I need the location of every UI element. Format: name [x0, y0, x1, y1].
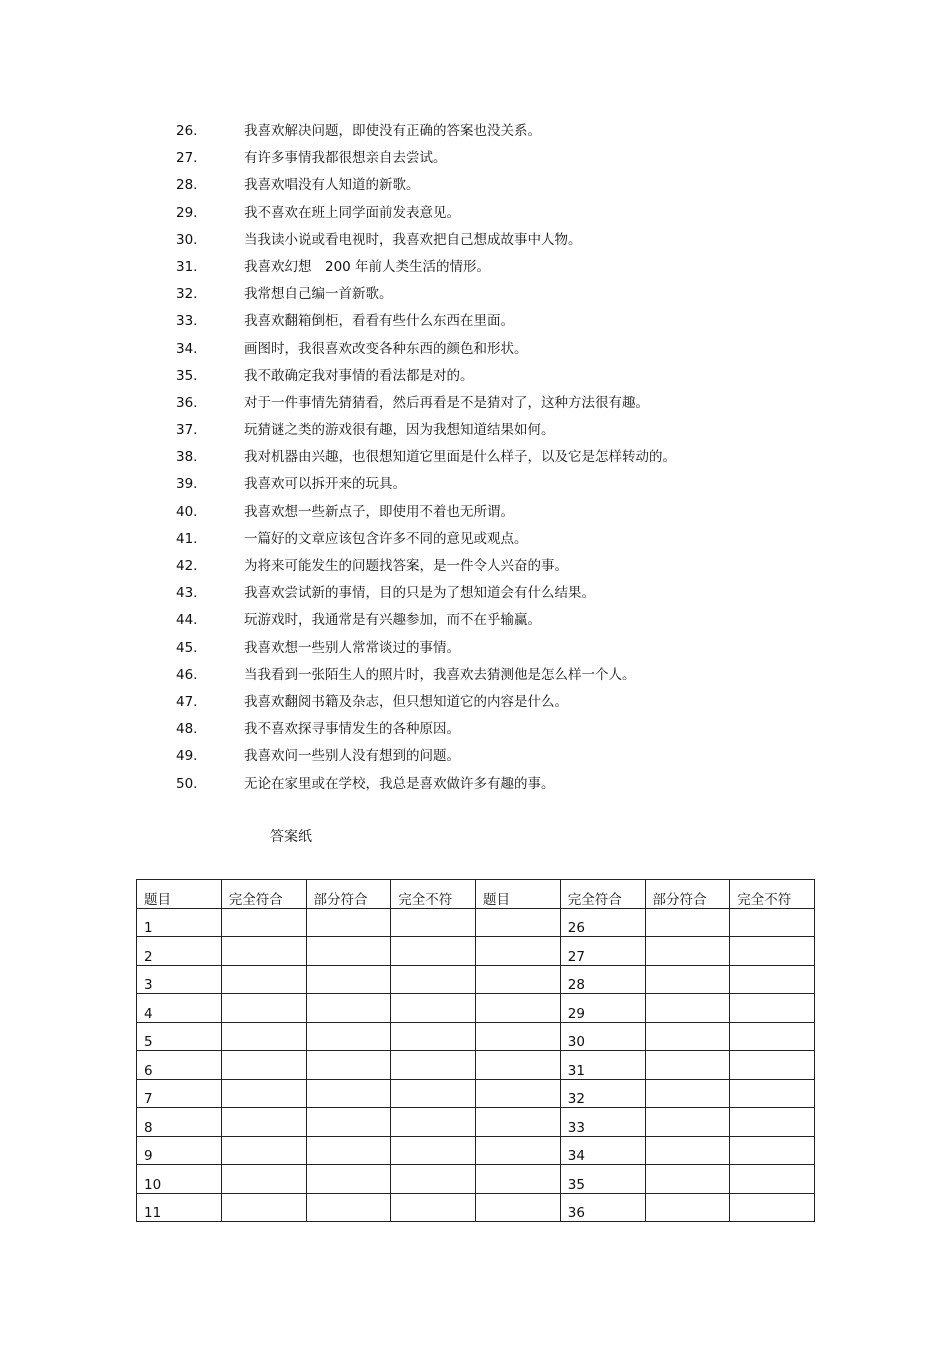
- answer-cell[interactable]: [221, 937, 306, 966]
- question-text: 我不敢确定我对事情的看法都是对的。: [244, 367, 474, 384]
- question-text: 我喜欢问一些别人没有想到的问题。: [244, 748, 460, 765]
- question-text: 当我看到一张陌生人的照片时，我喜欢去猜测他是怎么样一个人。: [244, 666, 636, 683]
- answer-cell[interactable]: [645, 1022, 730, 1051]
- question-number-cell: 29: [560, 994, 645, 1023]
- question-text: 对于一件事情先猜猜看，然后再看是不是猜对了，这种方法很有趣。: [244, 394, 649, 411]
- answer-cell[interactable]: [730, 1193, 815, 1222]
- answer-cell[interactable]: [730, 1108, 815, 1137]
- answer-cell[interactable]: [221, 1079, 306, 1108]
- table-row: [137, 1022, 815, 1051]
- question-number: 35.: [176, 367, 198, 384]
- question-number: 48.: [176, 721, 198, 738]
- answer-cell[interactable]: [306, 1165, 391, 1194]
- answer-cell[interactable]: [476, 937, 561, 966]
- answer-cell[interactable]: [645, 1165, 730, 1194]
- answer-cell[interactable]: [306, 1136, 391, 1165]
- answer-cell[interactable]: [730, 937, 815, 966]
- question-text: 我喜欢翻箱倒柜，看看有些什么东西在里面。: [244, 313, 514, 330]
- question-number-cell: 26: [560, 908, 645, 937]
- question-number: 32.: [176, 286, 198, 303]
- header-partly-match: 部分符合: [645, 880, 730, 909]
- table-row: [137, 1193, 815, 1222]
- question-number-cell: 33: [560, 1108, 645, 1137]
- question-text: 我喜欢想一些新点子，即使用不着也无所谓。: [244, 503, 514, 520]
- answer-cell[interactable]: [730, 1079, 815, 1108]
- question-item: [0, 444, 950, 471]
- question-item: [0, 308, 950, 335]
- header-partly-match: 部分符合: [306, 880, 391, 909]
- question-text: 我不喜欢探寻事情发生的各种原因。: [244, 721, 460, 738]
- answer-cell[interactable]: [476, 908, 561, 937]
- question-item: [0, 254, 950, 281]
- answer-cell[interactable]: [306, 1079, 391, 1108]
- table-row: [137, 994, 815, 1023]
- question-text: 为将来可能发生的问题找答案，是一件令人兴奋的事。: [244, 558, 568, 574]
- table-row: [137, 1079, 815, 1108]
- answer-cell[interactable]: [221, 994, 306, 1023]
- answer-cell[interactable]: [730, 1136, 815, 1165]
- answer-cell[interactable]: [645, 908, 730, 937]
- question-list: [0, 118, 950, 798]
- answer-cell[interactable]: [306, 1051, 391, 1080]
- question-number: 38.: [176, 449, 198, 466]
- answer-cell[interactable]: [306, 1022, 391, 1051]
- question-item: [0, 607, 950, 634]
- question-text: 我喜欢解决问题，即使没有正确的答案也没关系。: [244, 123, 541, 139]
- answer-cell[interactable]: [476, 1022, 561, 1051]
- question-number-cell: 35: [560, 1165, 645, 1194]
- answer-table-header-row: [137, 880, 815, 909]
- answer-cell[interactable]: [730, 1051, 815, 1080]
- question-number: 36.: [176, 394, 198, 411]
- question-number: 40.: [176, 503, 198, 520]
- answer-cell[interactable]: [391, 1165, 476, 1194]
- question-item: [0, 227, 950, 254]
- answer-cell[interactable]: [306, 908, 391, 937]
- answer-cell[interactable]: [476, 1051, 561, 1080]
- answer-cell[interactable]: [730, 1022, 815, 1051]
- answer-cell[interactable]: [645, 1108, 730, 1137]
- question-number-cell: 34: [560, 1136, 645, 1165]
- question-number: 34.: [176, 340, 198, 357]
- question-item: [0, 553, 950, 580]
- answer-cell[interactable]: [645, 1193, 730, 1222]
- header-not-match: 完全不符: [730, 880, 815, 909]
- table-row: [137, 1108, 815, 1137]
- answer-cell[interactable]: [645, 994, 730, 1023]
- question-item: [0, 390, 950, 417]
- question-number: 43.: [176, 585, 198, 602]
- header-question-number: 题目: [137, 880, 222, 909]
- question-number: 26.: [176, 123, 198, 139]
- question-item: [0, 363, 950, 390]
- table-row: [137, 908, 815, 937]
- question-text: 有许多事情我都很想亲自去尝试。: [244, 150, 447, 167]
- answer-cell[interactable]: [391, 937, 476, 966]
- answer-table: [136, 879, 815, 1222]
- answer-cell[interactable]: [391, 1193, 476, 1222]
- question-number: 30.: [176, 231, 198, 248]
- question-number-cell: 6: [137, 1051, 222, 1080]
- question-number-cell: 9: [137, 1136, 222, 1165]
- table-row: [137, 1051, 815, 1080]
- answer-cell[interactable]: [306, 1193, 391, 1222]
- question-item: [0, 172, 950, 199]
- question-text: 画图时，我很喜欢改变各种东西的颜色和形状。: [244, 340, 528, 357]
- question-number-cell: 4: [137, 994, 222, 1023]
- answer-cell[interactable]: [306, 965, 391, 994]
- question-number-cell: 36: [560, 1193, 645, 1222]
- answer-cell[interactable]: [391, 1108, 476, 1137]
- question-text: 我喜欢幻想 200 年前人类生活的情形。: [244, 258, 491, 275]
- question-number: 42.: [176, 558, 198, 574]
- question-number: 41.: [176, 530, 198, 547]
- question-number-cell: 11: [137, 1193, 222, 1222]
- answer-cell[interactable]: [221, 1108, 306, 1137]
- question-number-cell: 10: [137, 1165, 222, 1194]
- question-number-cell: 5: [137, 1022, 222, 1051]
- question-item: [0, 336, 950, 363]
- answer-cell[interactable]: [645, 1051, 730, 1080]
- answer-cell[interactable]: [645, 937, 730, 966]
- question-item: [0, 281, 950, 308]
- question-item: [0, 580, 950, 607]
- question-text: 我喜欢可以拆开来的玩具。: [244, 476, 406, 493]
- question-item: [0, 118, 950, 145]
- question-text: 当我读小说或看电视时，我喜欢把自己想成故事中人物。: [244, 231, 582, 248]
- table-row: [137, 937, 815, 966]
- question-item: [0, 526, 950, 553]
- answer-sheet-title: 答案纸: [270, 829, 312, 845]
- answer-cell[interactable]: [391, 1022, 476, 1051]
- question-number-cell: 2: [137, 937, 222, 966]
- header-not-match: 完全不符: [391, 880, 476, 909]
- question-number: 46.: [176, 666, 198, 683]
- question-text: 一篇好的文章应该包含许多不同的意见或观点。: [244, 530, 528, 547]
- table-row: [137, 965, 815, 994]
- question-item: [0, 662, 950, 689]
- answer-cell[interactable]: [645, 1136, 730, 1165]
- table-row: [137, 1165, 815, 1194]
- question-number-cell: 1: [137, 908, 222, 937]
- answer-cell[interactable]: [391, 994, 476, 1023]
- question-text: 我不喜欢在班上同学面前发表意见。: [244, 204, 460, 221]
- answer-cell[interactable]: [221, 1051, 306, 1080]
- question-number: 49.: [176, 748, 198, 765]
- answer-cell[interactable]: [306, 937, 391, 966]
- answer-cell[interactable]: [391, 1079, 476, 1108]
- question-number: 27.: [176, 150, 198, 167]
- question-item: [0, 200, 950, 227]
- answer-cell[interactable]: [221, 908, 306, 937]
- answer-cell[interactable]: [476, 1165, 561, 1194]
- question-item: [0, 771, 950, 798]
- question-number-cell: 27: [560, 937, 645, 966]
- answer-cell[interactable]: [221, 1193, 306, 1222]
- question-number: 29.: [176, 204, 198, 221]
- header-fully-match: 完全符合: [221, 880, 306, 909]
- answer-cell[interactable]: [221, 1165, 306, 1194]
- header-question-number: 题目: [476, 880, 561, 909]
- question-item: [0, 689, 950, 716]
- answer-cell[interactable]: [391, 908, 476, 937]
- question-number: 44.: [176, 612, 198, 629]
- question-text: 我喜欢尝试新的事情，目的只是为了想知道会有什么结果。: [244, 585, 595, 602]
- question-item: [0, 743, 950, 770]
- question-number-cell: 8: [137, 1108, 222, 1137]
- answer-cell[interactable]: [645, 1079, 730, 1108]
- answer-cell[interactable]: [645, 965, 730, 994]
- question-number: 28.: [176, 177, 198, 194]
- question-number-cell: 31: [560, 1051, 645, 1080]
- answer-cell[interactable]: [391, 965, 476, 994]
- question-item: [0, 716, 950, 743]
- answer-cell[interactable]: [476, 994, 561, 1023]
- question-item: [0, 417, 950, 444]
- question-text: 我喜欢翻阅书籍及杂志，但只想知道它的内容是什么。: [244, 693, 568, 710]
- question-text: 我对机器由兴趣，也很想知道它里面是什么样子，以及它是怎样转动的。: [244, 449, 676, 466]
- question-number-cell: 28: [560, 965, 645, 994]
- question-number: 47.: [176, 693, 198, 710]
- table-row: [137, 1136, 815, 1165]
- question-text: 玩猜谜之类的游戏很有趣，因为我想知道结果如何。: [244, 422, 555, 439]
- question-text: 我常想自己编一首新歌。: [244, 286, 393, 303]
- header-fully-match: 完全符合: [560, 880, 645, 909]
- answer-cell[interactable]: [476, 1108, 561, 1137]
- answer-cell[interactable]: [730, 1165, 815, 1194]
- question-item: [0, 471, 950, 498]
- question-number: 50.: [176, 775, 198, 792]
- answer-cell[interactable]: [730, 908, 815, 937]
- answer-cell[interactable]: [221, 965, 306, 994]
- answer-cell[interactable]: [476, 1136, 561, 1165]
- answer-cell[interactable]: [221, 1136, 306, 1165]
- answer-cell[interactable]: [221, 1022, 306, 1051]
- answer-cell[interactable]: [476, 1079, 561, 1108]
- question-text: 玩游戏时，我通常是有兴趣参加，而不在乎输赢。: [244, 612, 541, 629]
- question-number-cell: 32: [560, 1079, 645, 1108]
- answer-cell[interactable]: [476, 965, 561, 994]
- question-number: 39.: [176, 476, 198, 493]
- question-number-cell: 7: [137, 1079, 222, 1108]
- question-number: 37.: [176, 422, 198, 439]
- answer-cell[interactable]: [476, 1193, 561, 1222]
- answer-cell[interactable]: [730, 994, 815, 1023]
- question-number-cell: 30: [560, 1022, 645, 1051]
- answer-cell[interactable]: [391, 1136, 476, 1165]
- answer-cell[interactable]: [730, 965, 815, 994]
- question-text: 我喜欢唱没有人知道的新歌。: [244, 177, 420, 194]
- question-text: 我喜欢想一些别人常常谈过的事情。: [244, 639, 460, 656]
- answer-cell[interactable]: [306, 994, 391, 1023]
- question-number: 31.: [176, 258, 198, 275]
- question-text: 无论在家里或在学校，我总是喜欢做许多有趣的事。: [244, 775, 555, 792]
- answer-cell[interactable]: [391, 1051, 476, 1080]
- answer-cell[interactable]: [306, 1108, 391, 1137]
- question-item: [0, 635, 950, 662]
- question-item: [0, 145, 950, 172]
- question-number-cell: 3: [137, 965, 222, 994]
- question-number: 33.: [176, 313, 198, 330]
- question-number: 45.: [176, 639, 198, 656]
- question-item: [0, 499, 950, 526]
